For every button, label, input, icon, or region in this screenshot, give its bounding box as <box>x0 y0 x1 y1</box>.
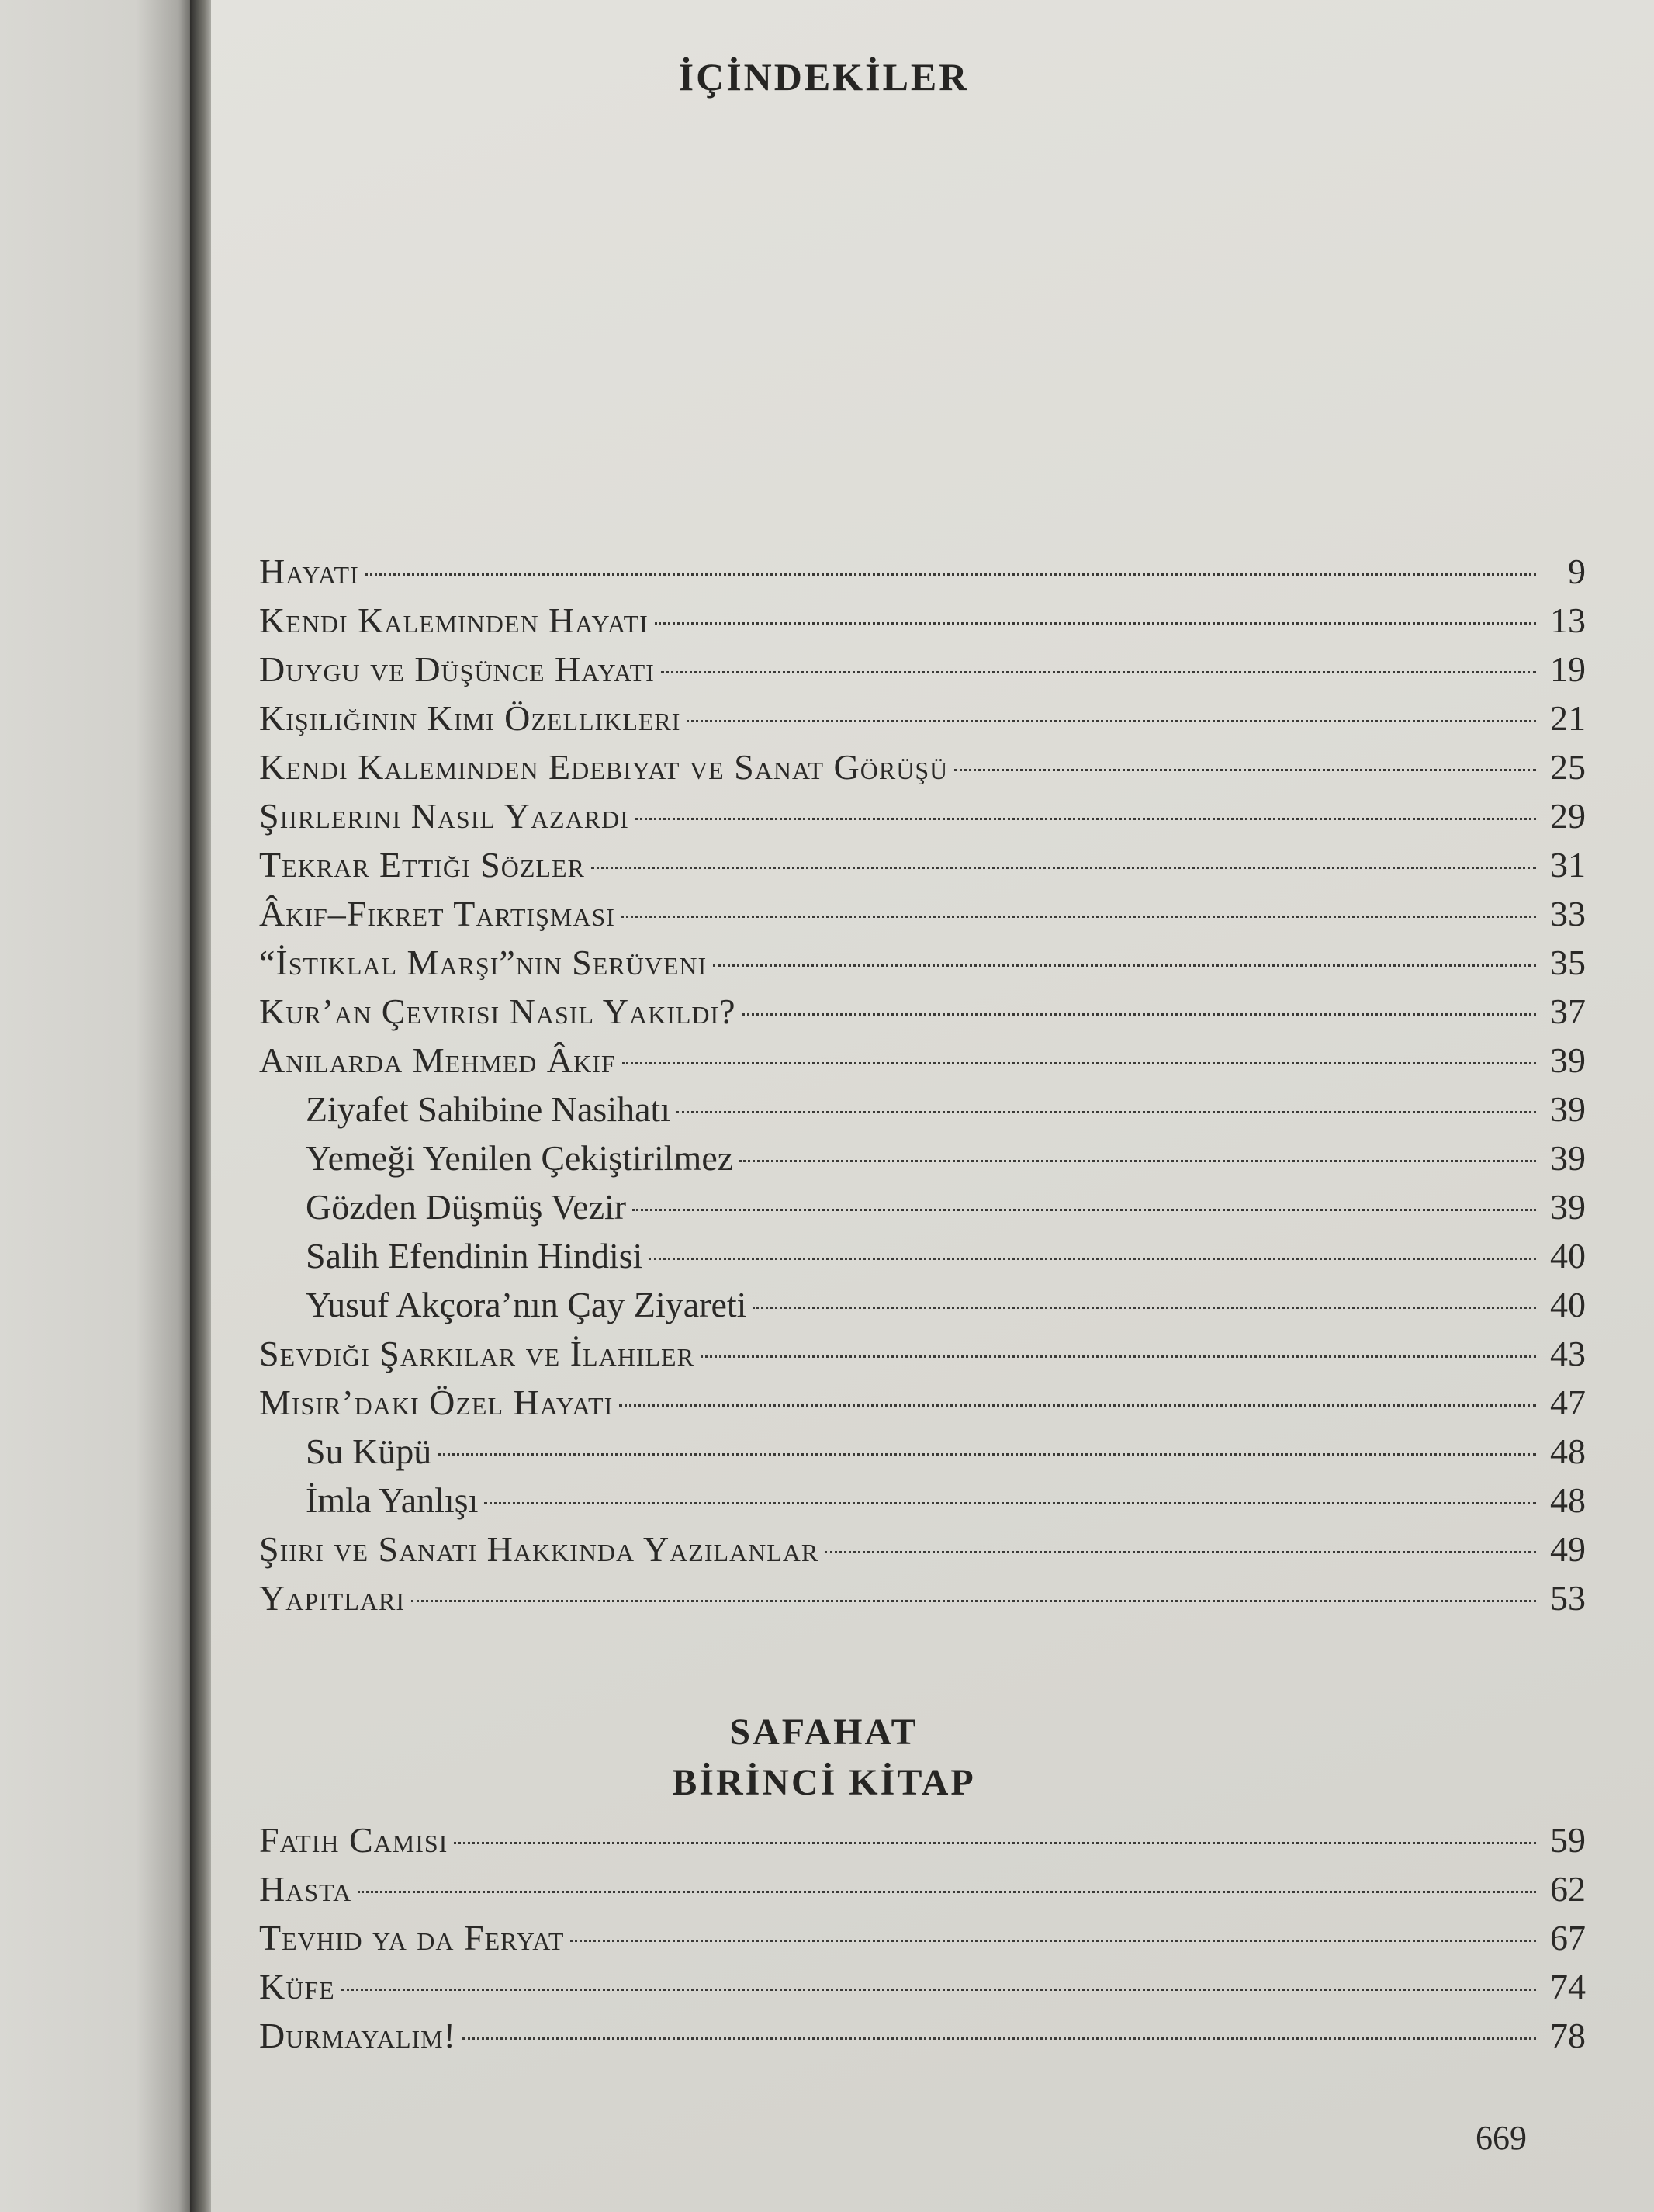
toc-entry-label: Sevdiği Şarkılar ve İlahiler <box>259 1334 694 1373</box>
toc-entry <box>259 1040 1586 1088</box>
toc-entry-label: Şiirlerini Nasıl Yazardı <box>259 796 629 836</box>
leader-dots <box>570 1940 1536 1942</box>
toc-entry <box>259 1528 1586 1577</box>
toc-entry <box>259 551 1586 599</box>
leader-dots <box>462 2037 1536 2040</box>
leader-dots <box>591 867 1536 869</box>
toc-entry-label: Hayatı <box>259 552 359 591</box>
toc-entry-page: 49 <box>1550 1529 1586 1569</box>
toc-entry-label: Tevhid ya da Feryat <box>259 1918 565 1958</box>
leader-dots <box>632 1209 1536 1211</box>
toc-entry-page: 31 <box>1550 845 1586 884</box>
toc-entry <box>259 1186 1586 1234</box>
toc-entry-label: Salih Efendinin Hindisi <box>306 1236 643 1276</box>
toc-entry-label: Mısır’daki Özel Hayatı <box>259 1383 614 1422</box>
leader-dots <box>713 964 1536 967</box>
leader-dots <box>365 573 1536 576</box>
toc-entry <box>259 600 1586 648</box>
page-title: İÇİNDEKİLER <box>678 55 970 99</box>
toc-entry-label: Fatih Camisi <box>259 1820 448 1860</box>
toc-entry <box>259 795 1586 843</box>
toc-entry-label: Tekrar Ettiği Sözler <box>259 845 585 884</box>
toc-entry <box>259 698 1586 746</box>
leader-dots <box>438 1453 1536 1456</box>
toc-entry <box>259 1431 1586 1479</box>
toc-entry <box>259 991 1586 1039</box>
toc-entry-label: Anılarda Mehmed Âkif <box>259 1040 616 1080</box>
leader-dots <box>411 1600 1536 1602</box>
toc-entry <box>259 893 1586 941</box>
toc-entry <box>259 1284 1586 1332</box>
toc-entry <box>259 1333 1586 1381</box>
toc-entry-page: 53 <box>1550 1578 1586 1618</box>
leader-dots <box>619 1404 1536 1407</box>
leader-dots <box>655 622 1536 625</box>
toc-entry <box>259 1917 1586 1965</box>
leader-dots <box>954 769 1536 771</box>
toc-entry-page: 35 <box>1550 943 1586 982</box>
toc-entry-page: 33 <box>1550 894 1586 933</box>
leader-dots <box>742 1013 1536 1016</box>
toc-entry-page: 67 <box>1550 1918 1586 1958</box>
leader-dots <box>341 1989 1536 1991</box>
leader-dots <box>622 1062 1536 1064</box>
toc-entry-label: Küfe <box>259 1967 335 2006</box>
toc-entry-page: 39 <box>1550 1138 1586 1178</box>
toc-entry-page: 29 <box>1550 796 1586 836</box>
leader-dots <box>635 818 1536 820</box>
toc-entry-page: 47 <box>1550 1383 1586 1422</box>
toc-entry <box>259 1868 1586 1916</box>
left-page-edge <box>0 0 194 2212</box>
toc-entry <box>259 649 1586 697</box>
toc-entry-page: 37 <box>1550 992 1586 1031</box>
toc-entry-page: 48 <box>1550 1480 1586 1520</box>
toc-entry-label: Şiiri ve Sanatı Hakkında Yazılanlar <box>259 1529 819 1569</box>
toc-entry <box>259 844 1586 892</box>
toc-entry-page: 39 <box>1550 1040 1586 1080</box>
leader-dots <box>661 671 1536 673</box>
toc-entry-page: 25 <box>1550 747 1586 787</box>
leader-dots <box>739 1160 1536 1162</box>
toc-entry-label: Kendi Kaleminden Hayatı <box>259 601 649 640</box>
toc-entry-page: 21 <box>1550 698 1586 738</box>
toc-entry <box>259 1819 1586 1868</box>
toc-entry <box>259 2015 1586 2063</box>
toc-entry-label: Kendi Kaleminden Edebiyat ve Sanat Görüşü <box>259 747 949 787</box>
toc-entry-page: 9 <box>1568 552 1586 591</box>
leader-dots <box>701 1355 1536 1358</box>
leader-dots <box>753 1307 1536 1309</box>
leader-dots <box>825 1551 1536 1553</box>
toc-entry <box>259 746 1586 794</box>
toc-entry-label: Kur’an Çevirisi Nasıl Yakıldı? <box>259 992 736 1031</box>
leader-dots <box>649 1258 1536 1260</box>
toc-entry-label: “İstiklal Marşı”nın Serüveni <box>259 943 708 982</box>
leader-dots <box>621 916 1536 918</box>
toc-entry-page: 59 <box>1550 1820 1586 1860</box>
leader-dots <box>358 1891 1536 1893</box>
toc-entry-label: Kişiliğinin Kimi Özellikleri <box>259 698 681 738</box>
toc-entry <box>259 1089 1586 1137</box>
book-gutter <box>190 0 213 2212</box>
toc-entry <box>259 1577 1586 1625</box>
toc-entry <box>259 942 1586 990</box>
toc-entry-label: Yapıtları <box>259 1578 405 1618</box>
leader-dots <box>484 1502 1536 1504</box>
toc-entry-page: 13 <box>1550 601 1586 640</box>
leader-dots <box>454 1842 1536 1844</box>
toc-entry-label: Yusuf Akçora’nın Çay Ziyareti <box>306 1285 747 1324</box>
leader-dots <box>687 720 1536 722</box>
toc-entry-label: Durmayalım! <box>259 2016 456 2055</box>
toc-entry-label: Âkif–Fikret Tartışması <box>259 894 615 933</box>
toc-entry <box>259 1382 1586 1430</box>
toc-entry-page: 74 <box>1550 1967 1586 2006</box>
section-heading: SAFAHAT <box>729 1712 919 1753</box>
toc-entry-page: 43 <box>1550 1334 1586 1373</box>
toc-entry-label: Su Küpü <box>306 1431 432 1471</box>
toc-entry <box>259 1137 1586 1186</box>
leader-dots <box>676 1111 1536 1113</box>
toc-entry-label: Duygu ve Düşünce Hayatı <box>259 649 655 689</box>
page-number: 669 <box>1476 2119 1527 2157</box>
toc-entry-label: Ziyafet Sahibine Nasihatı <box>306 1089 671 1129</box>
toc-entry-label: Yemeği Yenilen Çekiştirilmez <box>306 1138 734 1178</box>
toc-entry <box>259 1480 1586 1528</box>
toc-entry <box>259 1966 1586 2014</box>
toc-entry <box>259 1235 1586 1283</box>
toc-entry-label: İmla Yanlışı <box>306 1480 479 1520</box>
toc-entry-page: 39 <box>1550 1089 1586 1129</box>
toc-entry-page: 78 <box>1550 2016 1586 2055</box>
book-page <box>211 0 1654 2212</box>
toc-entry-label: Hasta <box>259 1869 352 1909</box>
section-subheading: BİRİNCİ KİTAP <box>672 1762 976 1803</box>
toc-entry-page: 40 <box>1550 1236 1586 1276</box>
toc-entry-page: 48 <box>1550 1431 1586 1471</box>
toc-entry-page: 62 <box>1550 1869 1586 1909</box>
toc-entry-page: 40 <box>1550 1285 1586 1324</box>
toc-entry-label: Gözden Düşmüş Vezir <box>306 1187 627 1227</box>
toc-entry-page: 39 <box>1550 1187 1586 1227</box>
toc-entry-page: 19 <box>1550 649 1586 689</box>
